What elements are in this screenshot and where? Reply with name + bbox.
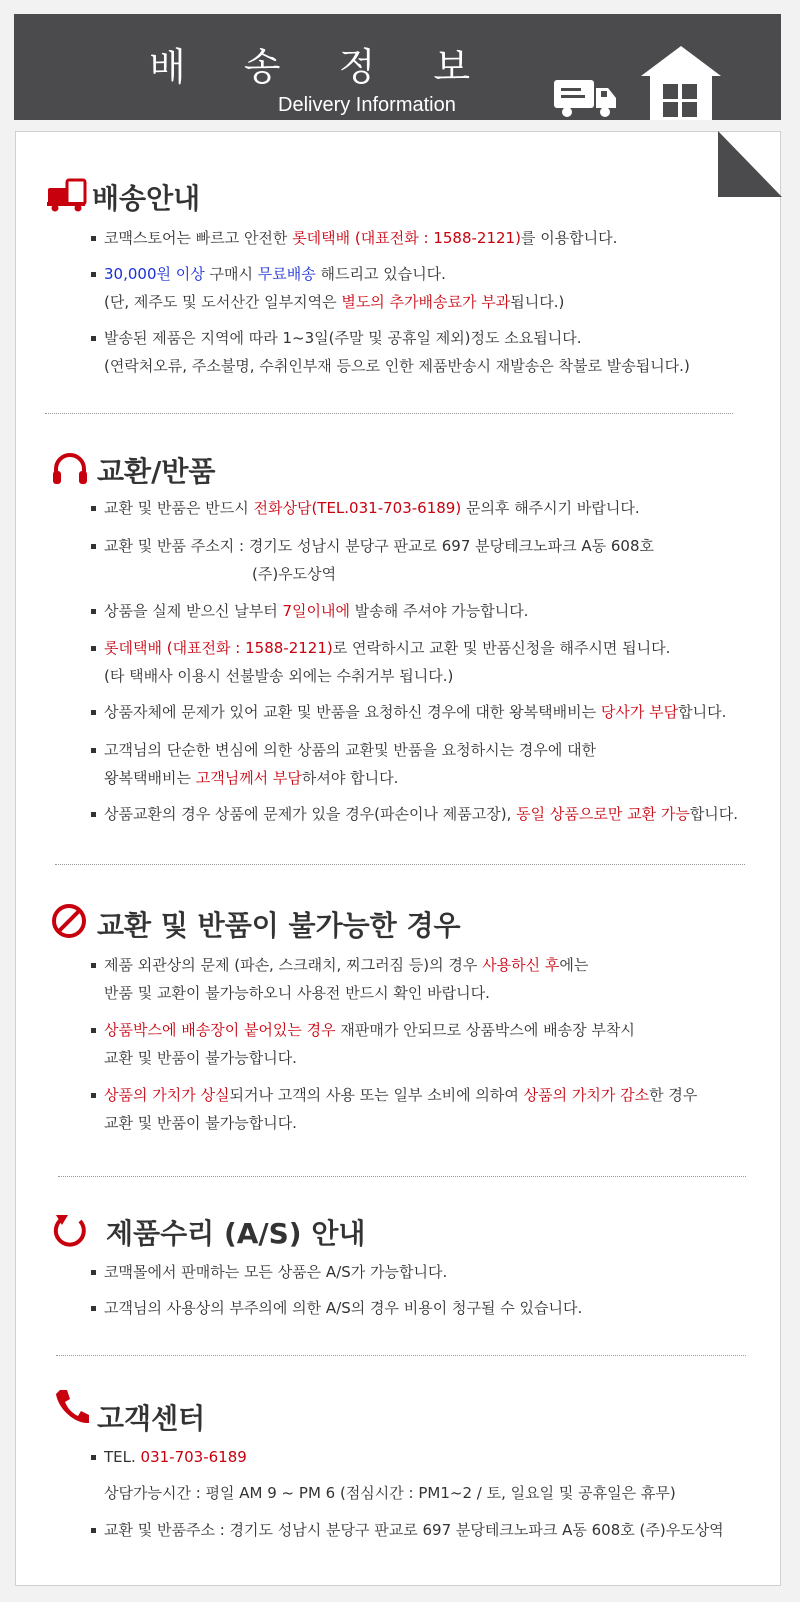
exchange-item-address: 교환 및 반품 주소지 : 경기도 성남시 분당구 판교로 697 분당테크노파크 A동 608호 [104, 537, 655, 555]
header-banner [14, 14, 781, 120]
phone-icon [54, 1388, 90, 1426]
impossible-item-used-note: 반품 및 교환이 불가능하오니 사용전 반드시 확인 바랍니다. [104, 984, 490, 1002]
truck-icon [554, 80, 616, 117]
exchange-item-courier-note: (타 택배사 이용시 선불발송 외에는 수취거부 됩니다.) [104, 667, 454, 685]
delivery-section-title: 배송안내 [92, 182, 201, 215]
exchange-item-address-company: (주)우도상역 [252, 565, 337, 583]
headset-icon [51, 452, 89, 486]
content-panel [15, 131, 781, 1586]
divider [56, 1355, 746, 1356]
exchange-item-change-of-mind-cost: 왕복택배비는 고객님께서 부담하셔야 합니다. [104, 769, 399, 787]
center-item-address: 교환 및 반품주소 : 경기도 성남시 분당구 판교로 697 분당테크노파크 A동 608호 (주)우도상역 [104, 1521, 724, 1539]
divider [45, 413, 733, 414]
truck-house-icon [549, 44, 729, 120]
exchange-item-phone: 교환 및 반품은 반드시 전화상담(TEL.031-703-6189) 문의후 해주시기 바랍니다. [104, 499, 640, 517]
exchange-item-deadline: 상품을 실제 받으신 날부터 7일이내에 발송해 주셔야 가능합니다. [104, 602, 529, 620]
center-item-tel: TEL. 031-703-6189 [104, 1448, 247, 1466]
divider [55, 864, 745, 865]
delivery-item-lead-time-note: (연락처오류, 주소불명, 수취인부재 등으로 인한 제품반송시 재발송은 착불로 발송됩니다.) [104, 357, 690, 375]
impossible-item-label: 상품박스에 배송장이 붙어있는 경우 재판매가 안되므로 상품박스에 배송장 부착시 [104, 1021, 635, 1039]
page-subtitle: Delivery Information [278, 94, 456, 116]
repair-item-cost: 고객님의 사용상의 부주의에 의한 A/S의 경우 비용이 청구될 수 있습니다. [104, 1299, 583, 1317]
impossible-section-title: 교환 및 반품이 불가능한 경우 [97, 909, 461, 942]
folded-corner-decoration [718, 131, 782, 197]
exchange-item-same-product: 상품교환의 경우 상품에 문제가 있을 경우(파손이나 제품고장), 동일 상품으로만 교환 가능합니다. [104, 805, 739, 823]
prohibited-icon [51, 903, 87, 939]
impossible-item-used: 제품 외관상의 문제 (파손, 스크래치, 찌그러짐 등)의 경우 사용하신 후에는 [104, 956, 589, 974]
delivery-item-free-shipping-note: (단, 제주도 및 도서산간 일부지역은 별도의 추가배송료가 부과됩니다.) [104, 293, 565, 311]
exchange-item-defect-cost: 상품자체에 문제가 있어 교환 및 반품을 요청하신 경우에 대한 왕복택배비는 당사가 부담합니다. [104, 703, 727, 721]
exchange-section-title: 교환/반품 [97, 455, 216, 488]
house-icon [641, 46, 721, 120]
divider [58, 1176, 746, 1177]
impossible-item-label-note: 교환 및 반품이 불가능합니다. [104, 1049, 297, 1067]
delivery-item-courier: 코맥스토어는 빠르고 안전한 롯데택배 (대표전화 : 1588-2121)를 이용합니다. [104, 229, 618, 247]
impossible-item-value-lost-note: 교환 및 반품이 불가능합니다. [104, 1114, 297, 1132]
exchange-item-courier: 롯데택배 (대표전화 : 1588-2121)로 연락하시고 교환 및 반품신청을 해주시면 됩니다. [104, 639, 671, 657]
refresh-icon [52, 1212, 88, 1248]
repair-section-title: 제품수리 (A/S) 안내 [106, 1217, 366, 1250]
delivery-item-lead-time: 발송된 제품은 지역에 따라 1~3일(주말 및 공휴일 제외)정도 소요됩니다. [104, 329, 582, 347]
center-section-title: 고객센터 [97, 1402, 206, 1435]
delivery-item-free-shipping: 30,000원 이상 구매시 무료배송 해드리고 있습니다. [104, 265, 446, 283]
exchange-item-change-of-mind: 고객님의 단순한 변심에 의한 상품의 교환및 반품을 요청하시는 경우에 대한 [104, 741, 597, 759]
delivery-truck-icon [47, 178, 87, 212]
page-title: 배 송 정 보 [149, 45, 494, 89]
impossible-item-value-lost: 상품의 가치가 상실되거나 고객의 사용 또는 일부 소비에 의하여 상품의 가치가 감소한 경우 [104, 1086, 698, 1104]
center-item-hours: 상담가능시간 : 평일 AM 9 ~ PM 6 (점심시간 : PM1~2 / 토, 일요일 및 공휴일은 휴무) [104, 1484, 676, 1502]
repair-item-available: 코맥몰에서 판매하는 모든 상품은 A/S가 가능합니다. [104, 1263, 448, 1281]
